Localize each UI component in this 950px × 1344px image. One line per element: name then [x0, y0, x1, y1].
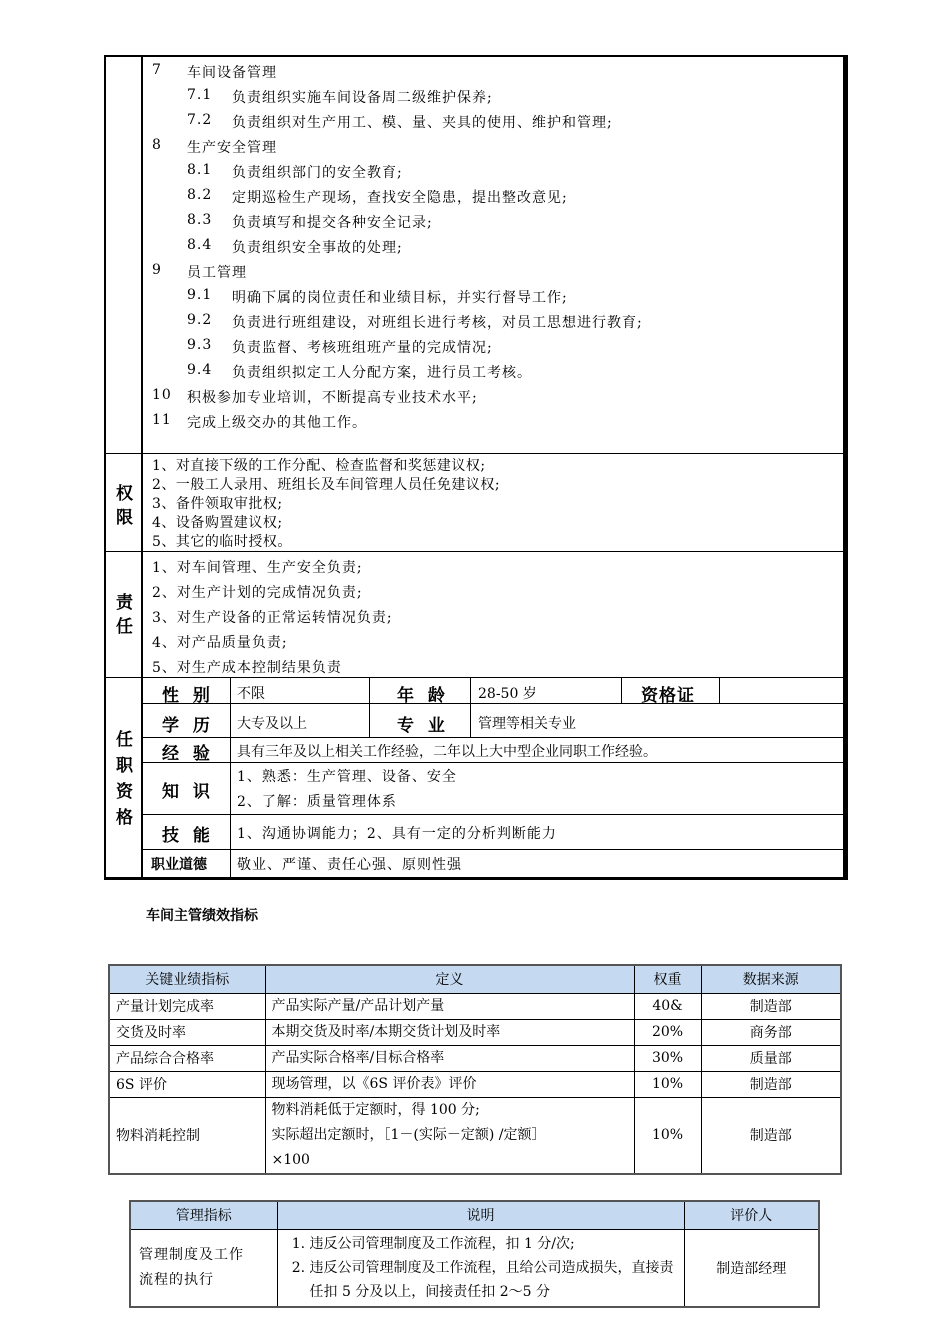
duty-number: 8 [152, 137, 162, 153]
divider [143, 737, 843, 738]
kpi-weight: 40& [634, 993, 701, 1019]
table-row [109, 1097, 841, 1174]
column-header: 评价人 [684, 1201, 819, 1229]
column-header: 数据来源 [701, 965, 841, 993]
duty-heading: 员工管理 [187, 265, 247, 281]
kpi-source: 制造部 [701, 1071, 841, 1097]
kpi-weight: 10% [634, 1071, 701, 1097]
gender-label: 性 别 [162, 686, 214, 706]
duty-heading: 完成上级交办的其他工作。 [187, 415, 367, 431]
duty-subnumber: 8.4 [187, 237, 213, 253]
mgmt-description [277, 1229, 684, 1307]
duty-subnumber: 9.3 [187, 337, 213, 353]
duty-subnumber: 7.2 [187, 112, 213, 128]
duty-subitem: 负责组织安全事故的处理; [232, 240, 403, 256]
responsibility-item: 3、对生产设备的正常运转情况负责; [152, 610, 393, 626]
kpi-source: 制造部 [701, 1097, 841, 1174]
divider [143, 814, 843, 815]
kpi-source: 制造部 [701, 993, 841, 1019]
duty-subitem: 明确下属的岗位责任和业绩目标，并实行督导工作; [232, 290, 568, 306]
education-label: 学 历 [162, 716, 214, 736]
duty-subnumber: 9.1 [187, 287, 213, 303]
mgmt-evaluator: 制造部经理 [684, 1229, 819, 1307]
duty-subitem: 负责监督、考核班组班产量的完成情况; [232, 340, 493, 356]
skill-label: 技 能 [162, 826, 214, 846]
kpi-name: 交货及时率 [109, 1019, 265, 1045]
duty-number: 9 [152, 262, 162, 278]
authority-item: 5、其它的临时授权。 [152, 534, 292, 550]
duty-subitem: 负责组织对生产用工、模、量、夹具的使用、维护和管理; [232, 115, 613, 131]
major-value: 管理等相关专业 [478, 716, 576, 732]
kpi-table [108, 964, 842, 1175]
divider [470, 677, 471, 737]
duty-subnumber: 9.4 [187, 362, 213, 378]
description-item: 2. 违反公司管理制度及工作流程，且给公司造成损失，直接责任扣 5 分及以上，间接责任扣 2～5 分 [310, 1256, 678, 1304]
duty-number: 10 [152, 387, 172, 403]
duty-subnumber: 8.1 [187, 162, 213, 178]
duty-subitem: 负责组织实施车间设备周二级维护保养; [232, 90, 493, 106]
authority-item: 1、对直接下级的工作分配、检查监督和奖惩建议权; [152, 458, 486, 474]
duty-subitem: 负责组织部门的安全教育; [232, 165, 403, 181]
divider [719, 677, 720, 703]
table-row [109, 1045, 841, 1071]
divider [143, 762, 843, 763]
kpi-name: 6S 评价 [109, 1071, 265, 1097]
definition-line: 产品实际产量/产品计划产量 [271, 997, 445, 1014]
kpi-name: 产量计划完成率 [109, 993, 265, 1019]
table-row [109, 1071, 841, 1097]
definition-line: 本期交货及时率/本期交货计划及时率 [271, 1023, 501, 1040]
column-header: 关键业绩指标 [109, 965, 265, 993]
divider [106, 551, 843, 552]
education-value: 大专及以上 [237, 716, 307, 732]
ethics-value: 敬业、严谨、责任心强、原则性强 [237, 857, 462, 873]
kpi-source: 质量部 [701, 1045, 841, 1071]
definition-line: 物料消耗低于定额时，得 100 分; [271, 1101, 480, 1118]
column-header: 说明 [277, 1201, 684, 1229]
duty-subitem: 负责进行班组建设，对班组长进行考核，对员工思想进行教育; [232, 315, 643, 331]
kpi-definition [265, 993, 634, 1019]
authority-label: 权 限 [116, 484, 133, 528]
column-header: 定义 [265, 965, 634, 993]
kpi-section-title: 车间主管绩效指标 [146, 908, 258, 924]
age-value: 28-50 岁 [478, 686, 537, 702]
duty-number: 11 [152, 412, 172, 428]
definition-line: ×100 [271, 1151, 310, 1168]
duty-heading: 车间设备管理 [187, 65, 277, 81]
indicator-name-line: 管理制度及工作 [139, 1246, 244, 1263]
ethics-label: 职业道德 [151, 857, 207, 873]
definition-line: 产品实际合格率/目标合格率 [271, 1049, 445, 1066]
mgmt-indicator-name [130, 1229, 277, 1307]
kpi-definition [265, 1045, 634, 1071]
knowledge-value: 1、熟悉：生产管理、设备、安全 [237, 769, 457, 785]
responsibility-item: 4、对产品质量负责; [152, 635, 288, 651]
kpi-weight: 30% [634, 1045, 701, 1071]
table-row [109, 1019, 841, 1045]
table-row [109, 993, 841, 1019]
divider [369, 677, 370, 737]
qualification-label: 任 职 资 格 [116, 730, 133, 828]
divider [106, 677, 843, 678]
kpi-weight: 10% [634, 1097, 701, 1174]
kpi-name: 物料消耗控制 [109, 1097, 265, 1174]
duty-subnumber: 7.1 [187, 87, 213, 103]
responsibility-label: 责 任 [116, 593, 133, 637]
kpi-definition [265, 1097, 634, 1174]
divider [106, 453, 843, 454]
divider [621, 677, 622, 703]
knowledge-label: 知 识 [162, 782, 214, 802]
divider [143, 703, 843, 704]
divider [143, 849, 843, 850]
description-item: 1. 违反公司管理制度及工作流程，扣 1 分/次; [310, 1232, 678, 1256]
major-label: 专 业 [397, 716, 449, 736]
column-header: 权重 [634, 965, 701, 993]
responsibility-item: 5、对生产成本控制结果负责 [152, 660, 342, 676]
responsibility-item: 1、对车间管理、生产安全负责; [152, 560, 363, 576]
skill-value: 1、沟通协调能力；2、具有一定的分析判断能力 [237, 826, 557, 842]
indicator-name-line: 流程的执行 [139, 1271, 214, 1288]
kpi-definition [265, 1019, 634, 1045]
definition-line: 实际超出定额时，［1－(实际－定额) /定额］ [271, 1126, 546, 1143]
kpi-weight: 20% [634, 1019, 701, 1045]
authority-item: 2、一般工人录用、班组长及车间管理人员任免建议权; [152, 477, 501, 493]
column-header: 管理指标 [130, 1201, 277, 1229]
responsibility-item: 2、对生产计划的完成情况负责; [152, 585, 363, 601]
gender-value: 不限 [237, 686, 265, 702]
duty-subnumber: 9.2 [187, 312, 213, 328]
kpi-source: 商务部 [701, 1019, 841, 1045]
knowledge-value: 2、了解：质量管理体系 [237, 794, 397, 810]
duty-subnumber: 8.2 [187, 187, 213, 203]
duty-heading: 生产安全管理 [187, 140, 277, 156]
experience-value: 具有三年及以上相关工作经验，二年以上大中型企业同职工作经验。 [237, 744, 657, 760]
duty-heading: 积极参加专业培训，不断提高专业技术水平; [187, 390, 478, 406]
divider [230, 677, 231, 879]
duty-number: 7 [152, 62, 162, 78]
duty-subnumber: 8.3 [187, 212, 213, 228]
management-table [129, 1200, 820, 1308]
duty-subitem: 负责组织拟定工人分配方案，进行员工考核。 [232, 365, 532, 381]
authority-item: 3、备件领取审批权; [152, 496, 283, 512]
kpi-name: 产品综合合格率 [109, 1045, 265, 1071]
experience-label: 经 验 [162, 744, 214, 764]
job-description-table [104, 55, 848, 880]
definition-line: 现场管理，以《6S 评价表》评价 [271, 1075, 477, 1092]
kpi-definition [265, 1071, 634, 1097]
age-label: 年 龄 [397, 686, 449, 706]
certificate-label: 资格证 [641, 686, 695, 706]
description-list [284, 1232, 678, 1304]
authority-item: 4、设备购置建议权; [152, 515, 283, 531]
duty-subitem: 负责填写和提交各种安全记录; [232, 215, 433, 231]
duty-subitem: 定期巡检生产现场，查找安全隐患，提出整改意见; [232, 190, 568, 206]
table-row [130, 1229, 819, 1307]
